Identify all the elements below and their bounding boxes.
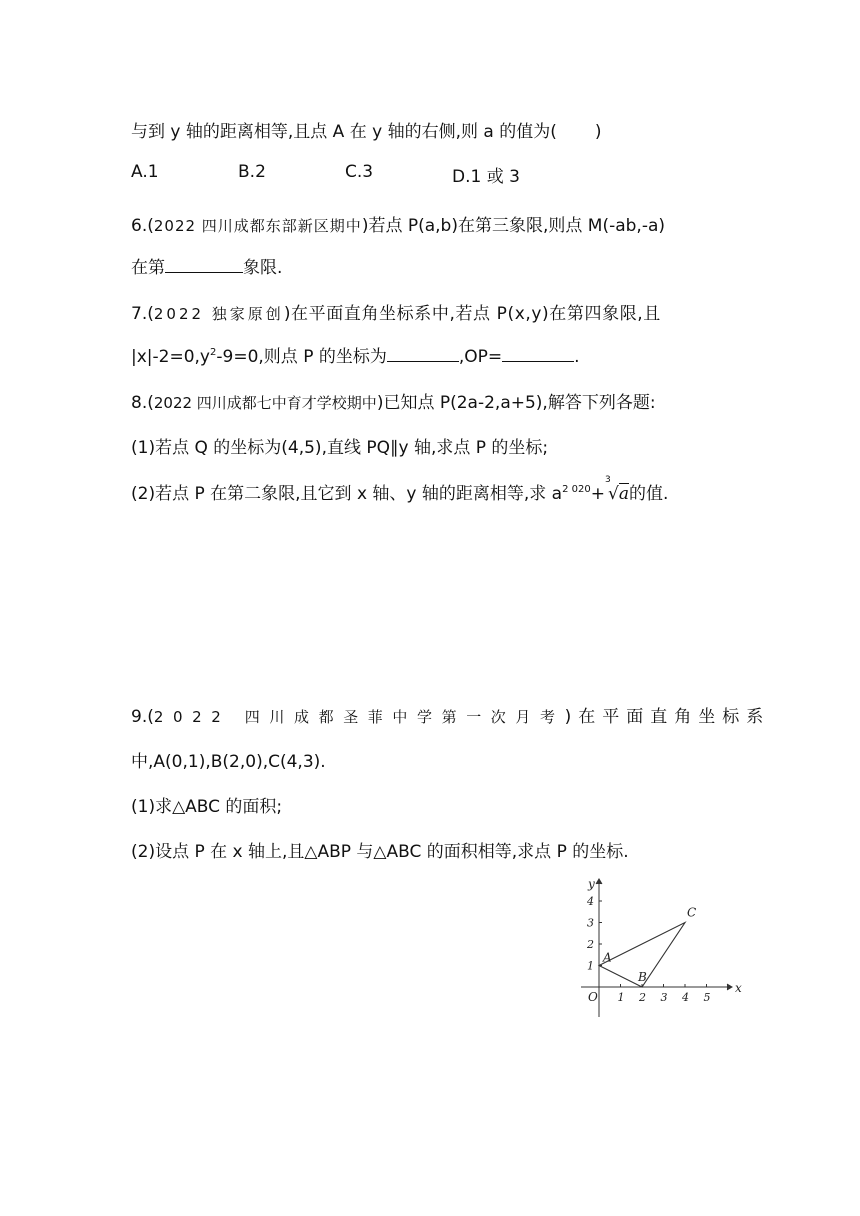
q6-answer-blank [165, 258, 243, 273]
q8-part1: (1)若点 Q 的坐标为(4,5),直线 PQ∥y 轴,求点 P 的坐标; [131, 438, 549, 458]
q6-number: 6.( [131, 216, 154, 236]
q7-source: 2022 独家原创 [153, 305, 284, 323]
x-tick-label: 2 [639, 991, 646, 1004]
q9-part2: (2)设点 P 在 x 轴上,且△ABP 与△ABC 的面积相等,求点 P 的坐标. [131, 842, 629, 862]
q8-source: 2022 四川成都七中育才学校期中 [153, 394, 377, 412]
point-label-b: B [638, 970, 647, 984]
y-axis-label: y [588, 877, 595, 891]
x-tick-label: 4 [682, 991, 689, 1004]
q8-cube-root [605, 475, 629, 504]
q8-root-sign: √ [608, 484, 619, 504]
q6-text: )若点 P(a,b)在第三象限,则点 M(-ab,-a) [361, 216, 666, 236]
y-tick-label: 4 [587, 895, 594, 908]
q9-number: 9.( [131, 707, 154, 727]
q8-part2-c: 的值. [628, 484, 669, 504]
option-d: D.1 或 3 [452, 167, 520, 187]
q9-text: )在平面直角坐标系 [564, 707, 771, 727]
q6-line2-b: 象限. [243, 258, 283, 278]
q7-sup: 2 [210, 347, 217, 358]
coordinate-figure [570, 870, 740, 1030]
point-label-c: C [687, 905, 697, 920]
q7-line2-c: ,OP= [458, 347, 503, 367]
q7-line1 [131, 299, 661, 324]
y-tick-label: 3 [587, 916, 594, 930]
q8-exponent: 2 020 [562, 484, 591, 495]
q9-source: 2022 四川成都圣菲中学第一次月考 [153, 708, 565, 726]
option-c: C.3 [345, 162, 374, 182]
q8-line1 [131, 388, 656, 413]
q7-line2-b: -9=0,则点 P 的坐标为 [216, 347, 387, 367]
q8-root-var: a [618, 484, 629, 504]
q7-line2-d: . [574, 347, 580, 367]
y-axis-arrow [596, 879, 602, 884]
q6-line2 [131, 253, 282, 278]
x-tick-label: 5 [703, 991, 711, 1004]
x-axis-arrow [727, 984, 732, 990]
x-tick-label: 1 [617, 991, 625, 1004]
q5-close: ) [594, 122, 602, 142]
q5-line [131, 117, 601, 142]
y-tick-label: 2 [587, 938, 594, 951]
x-tick-label: 3 [660, 991, 668, 1004]
q5-text: 与到 y 轴的距离相等,且点 A 在 y 轴的右侧,则 a 的值为( [131, 122, 557, 142]
q8-part2-a: (2)若点 P 在第二象限,且它到 x 轴、y 轴的距离相等,求 a [131, 484, 563, 504]
x-axis-label: x [735, 981, 742, 995]
q6-line1 [131, 211, 665, 236]
point-label-a: A [603, 950, 612, 965]
option-b: B.2 [238, 162, 266, 182]
q7-line2 [131, 342, 580, 367]
q8-plus: + [590, 484, 605, 504]
q8-part2 [131, 475, 669, 504]
origin-label: O [588, 990, 598, 1004]
y-tick-label: 1 [587, 959, 594, 973]
q8-number: 8.( [131, 393, 154, 413]
q7-text: )在平面直角坐标系中,若点 P(x,y)在第四象限,且 [283, 304, 661, 324]
q7-blank-2 [502, 347, 574, 362]
q8-root-index: 3 [605, 475, 611, 485]
q7-line2-a: |x|-2=0,y [131, 347, 210, 367]
q7-number: 7.( [131, 304, 154, 324]
option-a: A.1 [131, 162, 159, 182]
q9-part1: (1)求△ABC 的面积; [131, 797, 283, 817]
q6-line2-a: 在第 [131, 258, 165, 278]
q9-line1 [131, 702, 770, 727]
q6-source: 2022 四川成都东部新区期中 [153, 217, 362, 235]
q8-text: )已知点 P(2a-2,a+5),解答下列各题: [376, 393, 656, 413]
q9-line2: 中,A(0,1),B(2,0),C(4,3). [131, 752, 326, 772]
q7-blank-1 [387, 347, 459, 362]
